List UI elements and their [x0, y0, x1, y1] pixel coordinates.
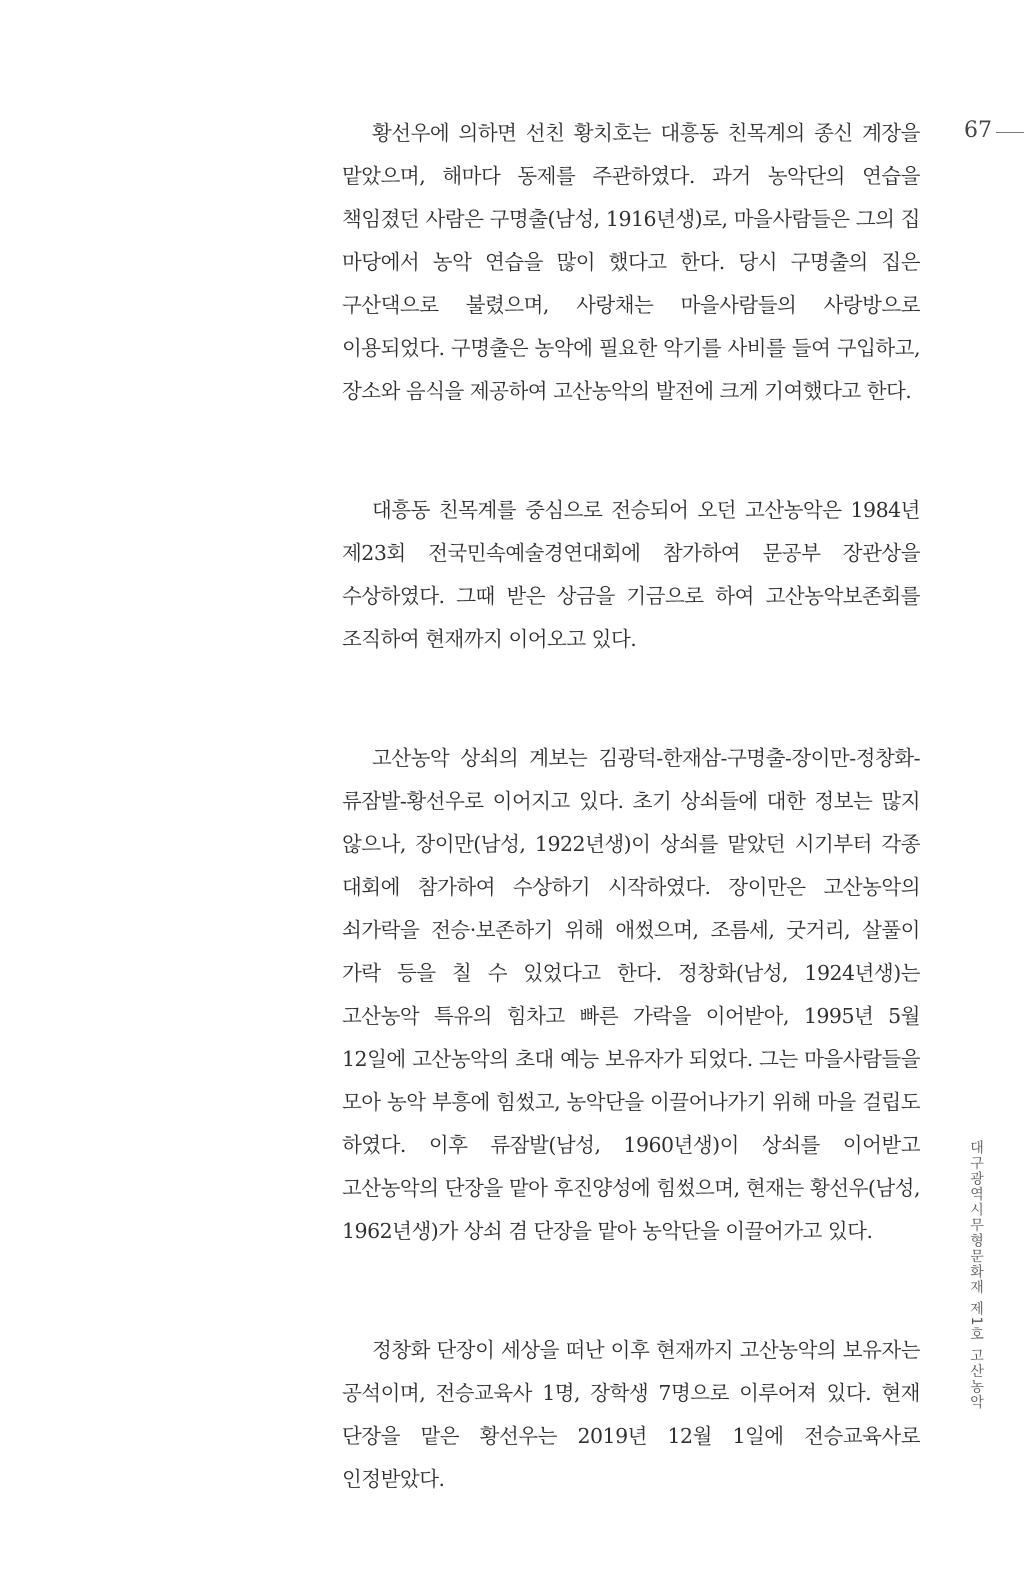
paragraph-2: 대흥동 친목계를 중심으로 전승되어 오던 고산농악은 1984년 제23회 전국민속예술경연대회에 참가하여 문공부 장관상을 수상하였다. 그때 받은 상금을 기금으로 하여 고산농악보존회를 조직하여 현재까지 이어오고 있다.: [342, 498, 920, 651]
page-number: 67: [964, 118, 992, 143]
body-text: [342, 112, 920, 1577]
paragraph-4: 정창화 단장이 세상을 떠난 이후 현재까지 고산농악의 보유자는 공석이며, 전승교육사 1명, 장학생 7명으로 이루어져 있다. 현재 단장을 맡은 황선우는 2019년 12월 1일에 전승교육사로 인정받았다.: [342, 1338, 920, 1491]
paragraph-1: 황선우에 의하면 선친 황치호는 대흥동 친목계의 종신 계장을 맡았으며, 해마다 동제를 주관하였다. 과거 농악단의 연습을 책임졌던 사람은 구명출(남성, 1916년생)로, 마을사람들은 그의 집 마당에서 농악 연습을 많이 했다고 한다. 당시 구명출의 집은 구산댁으로 불렸으며, 사랑채는 마을사람들의 사랑방으로 이용되었다. 구명출은 농악에 필요한 악기를 사비를 들여 구입하고, 장소와 음식을 제공하여 고산농악의 발전에 크게 기여했다고 한다.: [342, 121, 920, 403]
page-number-rule: [996, 132, 1024, 133]
side-running-title: 대구광역시무형문화재 제1호 고산농악: [968, 1140, 984, 1411]
paragraph-3: 고산농악 상쇠의 계보는 김광덕-한재삼-구명출-장이만-정창화-류잠발-황선우로 이어지고 있다. 초기 상쇠들에 대한 정보는 많지 않으나, 장이만(남성, 1922년생)이 상쇠를 맡았던 시기부터 각종 대회에 참가하여 수상하기 시작하였다. 장이만은 고산농악의 쇠가락을 전승·보존하기 위해 애썼으며, 조름세, 굿거리, 살풀이 가락 등을 칠 수 있었다고 한다. 정창화(남성, 1924년생)는 고산농악 특유의 힘차고 빠른 가락을 이어받아, 1995년 5월 12일에 고산농악의 초대 예능 보유자가 되었다. 그는 마을사람들을 모아 농악 부흥에 힘썼고, 농악단을 이끌어나가기 위해 마을 걸립도 하였다. 이후 류잠발(남성, 1960년생)이 상쇠를 이어받고 고산농악의 단장을 맡아 후진양성에 힘썼으며, 현재는 황선우(남성, 1962년생)가 상쇠 겸 단장을 맡아 농악단을 이끌어가고 있다.: [342, 746, 920, 1243]
